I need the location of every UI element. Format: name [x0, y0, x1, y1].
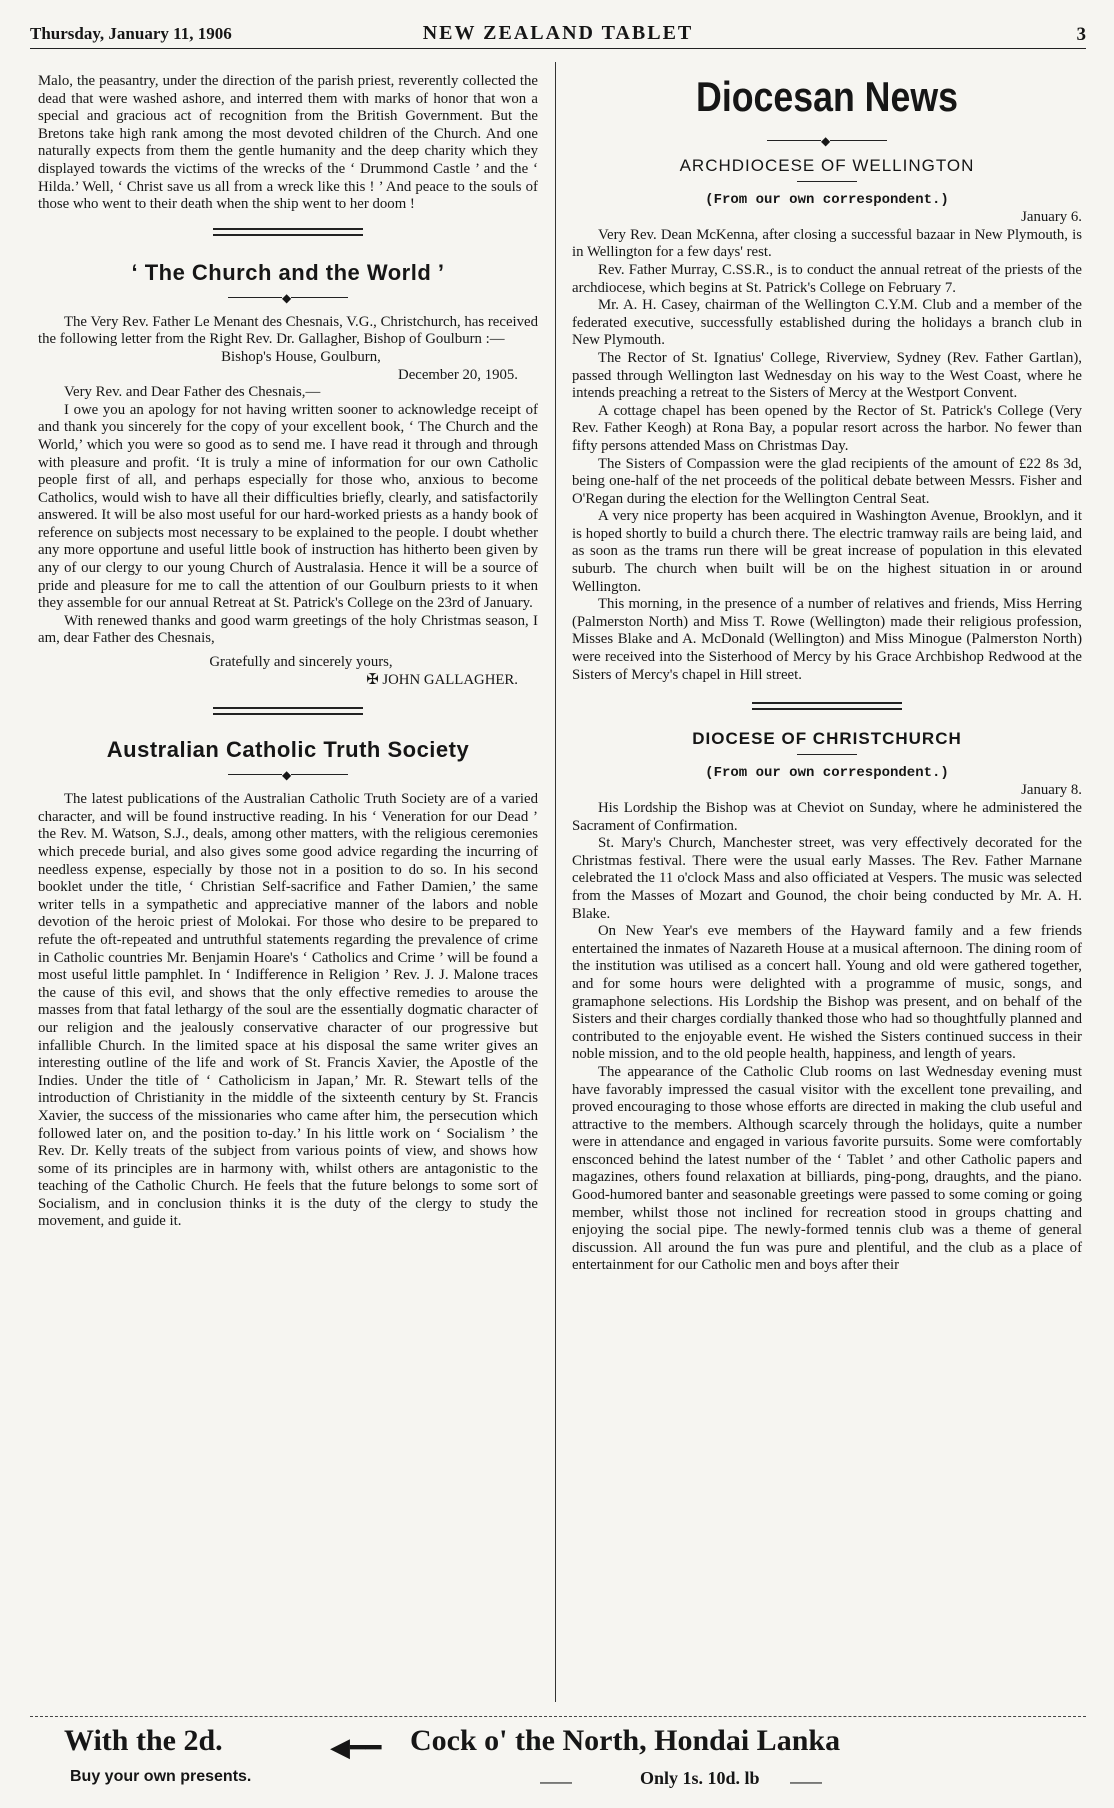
ad-slogan-left: With the 2d. [64, 1724, 223, 1757]
page-header [30, 22, 1086, 49]
diamond-icon: ◆ [282, 768, 292, 783]
christchurch-correspondent: (From our own correspondent.) [705, 764, 949, 781]
section-divider [752, 702, 902, 710]
dash-ornament: —— [540, 1774, 572, 1791]
section-divider [213, 707, 363, 715]
left-column [38, 73, 538, 1231]
wellington-date: January 6. [1021, 209, 1082, 226]
short-rule [797, 754, 857, 755]
letter-address: Bishop's House, Goulburn, [221, 348, 381, 365]
diamond-icon: ◆ [821, 134, 831, 148]
diamond-rule [767, 135, 887, 147]
ad-price: Only 1s. 10d. lb [640, 1768, 760, 1788]
wellington-paragraph: A cottage chapel has been opened by the Rector of St. Patrick's College (Very Rev. Father Keogh) at Rona Bay, a popular resort across the harbor. No fewer than fifty persons attended Mass on Christmas Day. [572, 402, 1082, 454]
short-rule [797, 181, 857, 182]
right-column [572, 73, 1082, 1275]
diamond-rule [228, 769, 348, 781]
letter-salutation: Very Rev. and Dear Father des Chesnais,— [64, 384, 321, 401]
christchurch-heading: DIOCESE OF CHRISTCHURCH [692, 729, 962, 749]
ad-subline-left: Buy your own presents. [70, 1768, 252, 1785]
intro-paragraph: Malo, the peasantry, under the direction of the parish priest, reverently collected the dead that were washed ashore, and interred them with marks of honor that won a special and gracious act of recognition from the British Government. But the Bretons take high rank among the most devoted children of the Church. And one naturally expects from them the gentle humanity and the deep charity which they displayed towards the victims of the wrecks of the ‘ Drummond Castle ’ and the ‘ Hilda.’ Well, ‘ Christ save us all from a wreck like this ! ’ And peace to the souls of those who went to their death when the ship went to her doom ! [38, 73, 538, 213]
letter-date: December 20, 1905. [398, 366, 518, 383]
actc-body: The latest publications of the Australian Catholic Truth Society are of a varied character, and will be found instructive reading. In his ‘ Veneration for our Dead ’ the Rev. M. Watson, S.J., deals, among other matters, with the religious ceremonies which precede burial, and also gives some good advice regarding the incurring of needless expense, especially by those not in a position to do so. In his second booklet under the title, ‘ Christian Self-sacrifice and Father Damien,’ the same writer tells in a sympathetic and appreciative manner of the labors and noble devotion of the heroic priest of Molokai. For those who desire to be prepared to refute the oft-repeated and untruthful statements regarding the prevalence of crime in Catholic countries Mr. Benjamin Hoare's ‘ Catholics and Crime ’ will be found a most useful little pamphlet. In ‘ Indifference in Religion ’ Rev. J. J. Malone traces the cause of this evil, and shows that the only effective remedies to arouse the masses from that fatal lethargy of the soul are the essentially dogmatic character of our religion and the jealously conservative character of our progressive but infallible Church. In the limited space at his disposal the same writer gives an interesting outline of the life and work of St. Francis Xavier, the Apostle of the Indies. Under the title of ‘ Catholicism in Japan,’ Mr. R. Stewart tells of the introduction of Christianity in the middle of the sixteenth century by St. Francis Xavier, the success of the missionaries who came after him, the persecution which followed later on, and the position to-day.’ In his little work on ‘ Socialism ’ the Rev. Dr. Kelly treats of the subject from various points of view, and shows how some of its principles are in harmony with, whilst others are antagonistic to the teaching of the Catholic Church. He feels that the future belongs to some sort of Socialism, and in conclusion thinks it is the duty of the clergy to study the movement, and guide it. [38, 791, 538, 1230]
footer-divider [30, 1716, 1086, 1717]
christchurch-paragraph: St. Mary's Church, Manchester street, was very effectively decorated for the Christmas festival. There were the usual early Masses. The Rev. Father Marnane celebrated the 11 o'clock Mass and also officiated at Vespers. The music was selected from the Masses of Mozart and Gounod, the choir being conducted by Mr. A. H. Blake. [572, 835, 1082, 922]
wellington-heading: ARCHDIOCESE OF WELLINGTON [679, 156, 975, 175]
masthead: NEW ZEALAND TABLET [422, 22, 694, 44]
letter-signature: ✠ JOHN GALLAGHER. [366, 671, 518, 688]
church-world-title: ‘ The Church and the World ’ [131, 259, 445, 285]
christchurch-date: January 8. [1021, 782, 1082, 799]
letter-body-2: With renewed thanks and good warm greetings of the holy Christmas season, I am, dear Father des Chesnais, [38, 612, 538, 647]
wellington-paragraph: Very Rev. Dean McKenna, after closing a successful bazaar in New Plymouth, is in Wellington for a few days' rest. [572, 226, 1082, 261]
dash-ornament: —— [790, 1774, 822, 1791]
actc-title: Australian Catholic Truth Society [106, 737, 470, 763]
wellington-paragraph: A very nice property has been acquired in Washington Avenue, Brooklyn, and it is hoped shortly to build a church there. The electric tramway rails are being laid, and as soon as the trams run there will be great increase of population in this elevated suburb. The church when built will be on the highest situation in or around Wellington. [572, 508, 1082, 595]
letter-closing: Gratefully and sincerely yours, [209, 654, 393, 671]
diamond-icon: ◆ [282, 290, 292, 305]
advertisement-footer [30, 1722, 1086, 1802]
christchurch-paragraph: On New Year's eve members of the Hayward family and a few friends entertained the inmates of Nazareth House at a musical afternoon. The dining room of the institution was utilised as a concert hall. Young and old were gathered together, and for some hours were delighted with a programme of music, songs, and gramaphone selections. His Lordship the Bishop was present, and on behalf of the Sisters and their charges cordially thanked those who had so thoughtfully planned and contributed to the enjoyable event. He wished the Sisters continued success in their noble mission, and to the old people health, happiness, and length of years. [572, 923, 1082, 1063]
letter-body-1: I owe you an apology for not having written sooner to acknowledge receipt of and thank you sincerely for the copy of your excellent book, ‘ The Church and the World,’ which you were so good as to send me. I have read it through and through with pleasure and profit. ‘It is truly a mine of information for our own Catholic people first of all, and perhaps especially for those who, anxious to become Catholics, would wish to have all their difficulties briefly, clearly, and satisfactorily answered. It will be also most useful for our hard-worked priests as a handy book of reference on subjects most necessary to be explained to the people. I doubt whether any more opportune and useful little book of instruction has hitherto been given by any of our clergy to our young Church of Australasia. Hence it will be a source of pride and pleasure for me to call the attention of our Goulburn priests to it when they assemble for our annual Retreat at St. Patrick's College on the 23rd of January. [38, 401, 538, 612]
diocesan-news-title: Diocesan News [696, 73, 958, 120]
wellington-paragraph: The Rector of St. Ignatius' College, Riverview, Sydney (Rev. Father Gartlan), passed through Wellington last Wednesday on his way to the West Coast, where he intends preaching a retreat to the Sisters of Mercy at the Westport Convent. [572, 349, 1082, 402]
wellington-paragraph: This morning, in the presence of a number of relatives and friends, Miss Herring (Palmerston North) and Miss T. Rowe (Wellington) made their religious profession, Misses Blake and A. McDonald (Wellington) and Miss Minogue (Palmerston North) were received into the Sisterhood of Mercy by his Grace Archbishop Redwood at the Sisters of Mercy's chapel in Hill street. [572, 596, 1082, 683]
wellington-paragraph: The Sisters of Compassion were the glad recipients of the amount of £22 8s 3d, being one-half of the net proceeds of the political debate between Messrs. Fisher and O'Regan during the election for the Wellington Central Seat. [572, 455, 1082, 507]
issue-date: Thursday, January 11, 1906 [30, 24, 232, 43]
section-divider [213, 228, 363, 236]
christchurch-paragraph: The appearance of the Catholic Club rooms on last Wednesday evening must have favorably impressed the casual visitor with the excellent tone prevailing, and proved encouraging to those whose efforts are directed in making the club useful and attractive to the members. Although scarcely through the holidays, quite a number were in attendance and engaged in various favorite pursuits. Some were comfortably ensconced behind the latest number of the ‘ Tablet ’ and other Catholic papers and magazines, others found relaxation at billiards, ping-pong, draughts, and the piano. Good-humored banter and seasonable greetings were passed to some coming or going member, whilst those not inclined for recreation stood in groups chatting and enjoying the social pipe. The newly-formed tennis club was a theme of general discussion. All around the fun was pure and plentiful, and the club as a place of entertainment for our Catholic men and boys after their [572, 1063, 1082, 1274]
wellington-paragraph: Rev. Father Murray, C.SS.R., is to conduct the annual retreat of the priests of the archdiocese, which begins at St. Patrick's College on February 7. [572, 261, 1082, 296]
wellington-correspondent: (From our own correspondent.) [705, 191, 949, 208]
page-number: 3 [1076, 24, 1086, 45]
column-divider [555, 62, 556, 1702]
church-world-intro: The Very Rev. Father Le Menant des Chesnais, V.G., Christchurch, has received the following letter from the Right Rev. Dr. Gallagher, Bishop of Goulburn :— [38, 313, 538, 348]
diamond-rule [228, 292, 348, 304]
wellington-paragraph: Mr. A. H. Casey, chairman of the Wellington C.Y.M. Club and a member of the federated executive, successfully established during the holidays a branch club in New Plymouth. [572, 297, 1082, 349]
pointing-hand-icon: ◀━━ [330, 1732, 382, 1762]
ad-slogan-right: Cock o' the North, Hondai Lanka [410, 1724, 841, 1757]
christchurch-paragraph: His Lordship the Bishop was at Cheviot on Sunday, where he administered the Sacrament of Confirmation. [572, 800, 1082, 834]
